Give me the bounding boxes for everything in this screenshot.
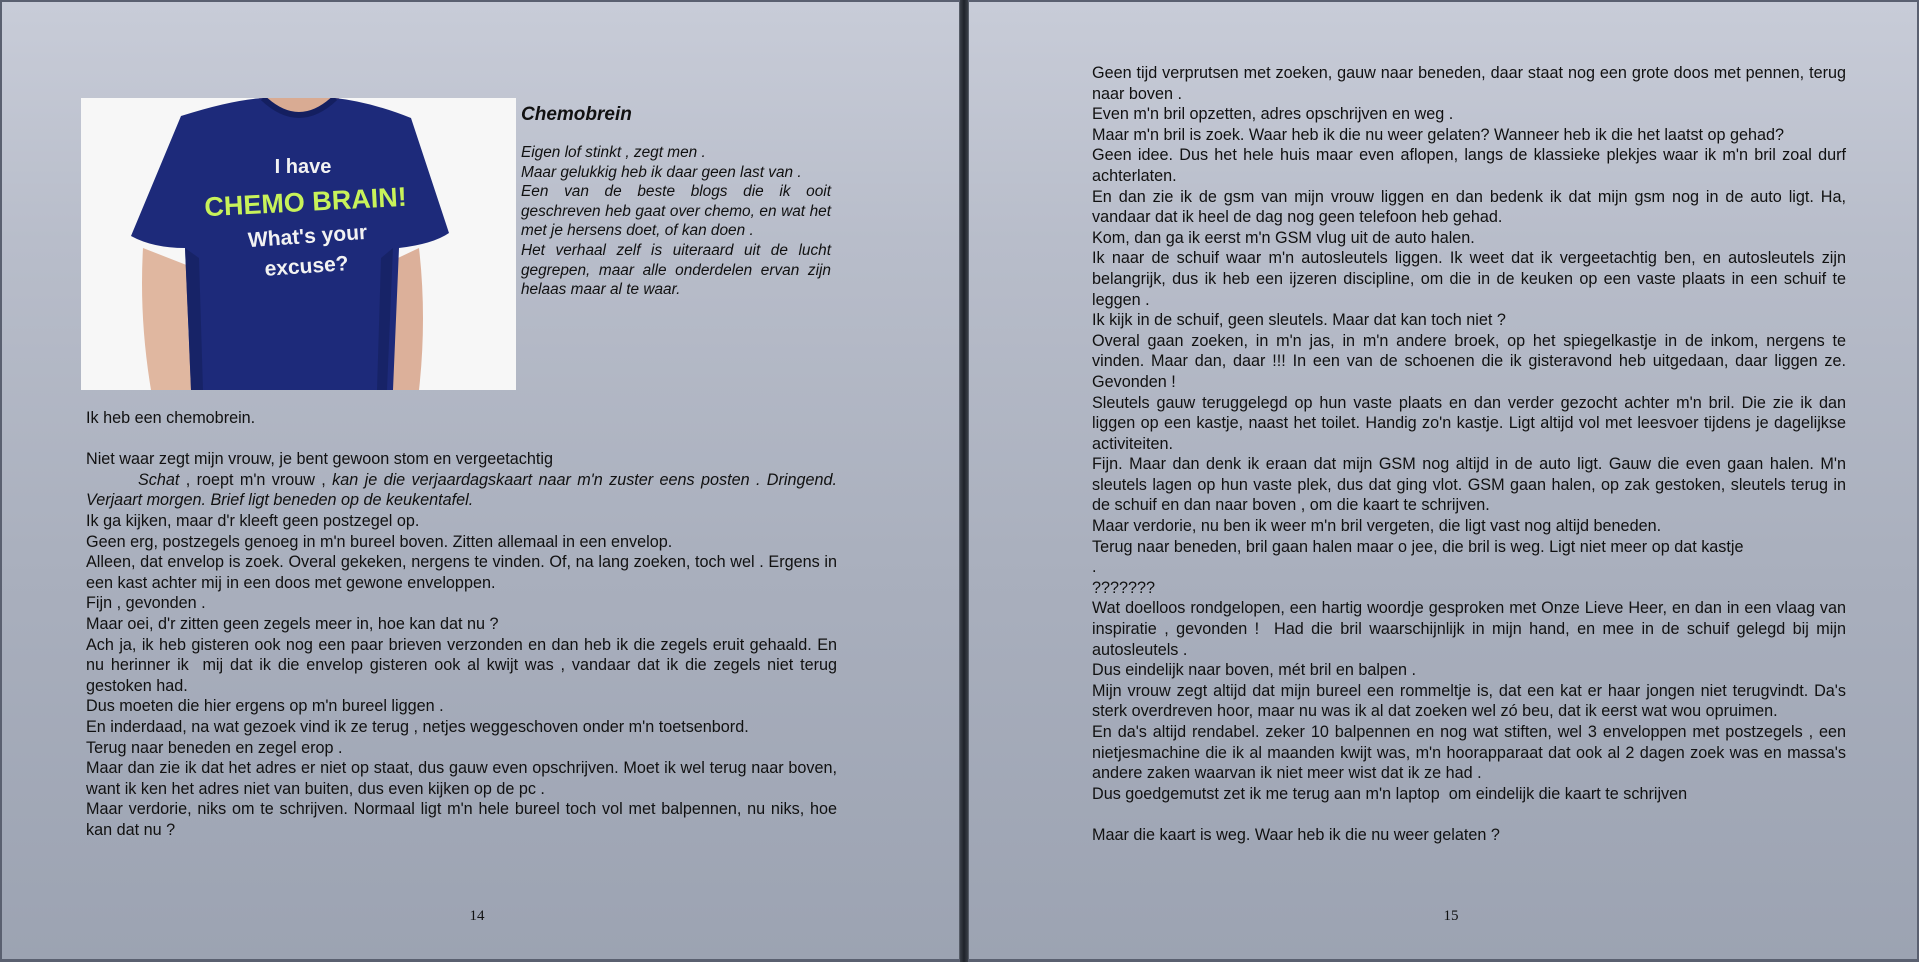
- body-paragraph: Kom, dan ga ik eerst m'n GSM vlug uit de auto halen.: [1092, 228, 1475, 247]
- body-paragraph: Wat doelloos rondgelopen, een hartig woordje gesproken met Onze Lieve Heer, en dan in een vlaag van inspiratie , gevonden ! Had die bril waarschijnlijk in mijn hand, en mee in de schuif gelegd bij mijn autosleutels .: [1092, 599, 1851, 659]
- dialogue-paragraph: [86, 470, 842, 511]
- body-paragraph: Dus moeten die hier ergens op m'n bureel liggen .: [86, 697, 444, 716]
- body-paragraph: Geen tijd verprutsen met zoeken, gauw naar beneden, daar staat nog een grote doos met pennen, terug naar boven .: [1092, 64, 1851, 103]
- intro-block: [521, 104, 831, 300]
- body-paragraph: Maar m'n bril is zoek. Waar heb ik die nu weer gelaten? Wanneer heb ik die het laatst op gehad?: [1092, 125, 1785, 144]
- tshirt-photo: [81, 98, 516, 390]
- body-paragraph: Mijn vrouw zegt altijd dat mijn bureel een rommeltje is, dat een kat er haar jongen niet terugvindt. Da's sterk overdreven hoor, maar nu was ik al dat zoeken wel zó beu, dat ik eerst wat wou opruimen.: [1092, 681, 1851, 721]
- right-page-body: [1092, 63, 1851, 846]
- body-paragraph: Maar die kaart is weg. Waar heb ik die nu weer gelaten ?: [1092, 825, 1500, 844]
- body-paragraph: Ik ga kijken, maar d'r kleeft geen postzegel op.: [86, 511, 420, 530]
- page-number: 15: [1443, 908, 1459, 924]
- shirt-line-1: I have: [274, 156, 332, 178]
- tshirt-illustration: [81, 98, 516, 390]
- body-paragraph: Geen idee. Dus het hele huis maar even aflopen, langs de klassieke plekjes waar ik m'n bril zoal durf achterlaten.: [1092, 146, 1851, 185]
- book-gutter: [960, 0, 968, 962]
- body-paragraph: Ik kijk in de schuif, geen sleutels. Maar dat kan toch niet ?: [1092, 311, 1506, 330]
- body-paragraph: Ach ja, ik heb gisteren ook nog een paar brieven verzonden en dan heb ik die zegels eruit gehaald. En nu herinner ik mij dat ik die envelop gisteren ook al kwijt was , vandaar dat ik die zegels niet terug gestoken had.: [86, 635, 842, 695]
- body-paragraph: Fijn. Maar dan denk ik eraan dat mijn GSM nog altijd in de auto ligt. Gauw die even gaan halen. M'n sleutels lagen op hun vaste plek, dus dat ging vlot. GSM gaan halen, op zak gestoken, sleutels terug in de schuif en dan naar boven , om die kaart te schrijven.: [1092, 455, 1851, 515]
- body-paragraph: Niet waar zegt mijn vrouw, je bent gewoon stom en vergeetachtig: [86, 450, 553, 469]
- shirt-line-3: What's your: [247, 220, 368, 253]
- body-paragraph: Maar verdorie, nu ben ik weer m'n bril vergeten, die ligt vast nog altijd beneden.: [1092, 517, 1662, 536]
- dialogue-address: Schat: [138, 470, 180, 489]
- body-paragraph: En dan zie ik de gsm van mijn vrouw liggen en dan bedenk ik dat mijn gsm nog in de auto ligt. Ha, vandaar dat ik heel de dag nog geen telefoon heb gehad.: [1092, 187, 1851, 227]
- body-paragraph: Fijn , gevonden .: [86, 594, 206, 613]
- intro-paragraph: Een van de beste blogs die ik ooit geschreven heb gaat over chemo, en wat het met je hersens doet, of kan doen .: [521, 183, 831, 240]
- article-title: Chemobrein: [521, 104, 632, 125]
- dialogue-quote: kan je die verjaardagskaart naar m'n zuster eens posten . Dringend. Verjaart morgen. Brief ligt beneden op de keukentafel.: [86, 470, 842, 510]
- intro-paragraph: Het verhaal zelf is uiteraard uit de lucht gegrepen, maar alle onderdelen ervan zijn helaas maar al te waar.: [521, 241, 831, 299]
- shirt-line-2: CHEMO BRAIN!: [203, 181, 408, 223]
- body-paragraph: Overal gaan zoeken, in m'n jas, in m'n andere broek, op het spiegelkastje in de inkom, nergens te vinden. Maar dan, daar !!! In een van de schoenen die ik gisteravond heb uitgedaan, daar liggen ze. Gevonden !: [1092, 331, 1851, 391]
- body-paragraph: Maar oei, d'r zitten geen zegels meer in, hoe kan dat nu ?: [86, 614, 499, 633]
- body-paragraph: En da's altijd rendabel. zeker 10 balpennen en nog wat stiften, wel 3 enveloppen met postzegels , een nietjesmachine die ik al maanden kwijt was, m'n hoorapparaat dat ook al 2 dagen zoek was en massa's andere zaken waarvan ik niet meer wist dat ik ze had .: [1092, 723, 1851, 783]
- body-paragraph: Dus goedgemutst zet ik me terug aan m'n laptop om eindelijk die kaart te schrijven: [1092, 784, 1688, 803]
- body-paragraph: Ik heb een chemobrein.: [86, 409, 256, 427]
- body-paragraph: Dus eindelijk naar boven, mét bril en balpen .: [1092, 661, 1416, 680]
- right-page: [968, 2, 1917, 959]
- left-page-body: [86, 408, 842, 840]
- body-paragraph: Alleen, dat envelop is zoek. Overal gekeken, nergens te vinden. Of, na lang zoeken, toch wel . Ergens in een kast achter mij in een doos met gewone enveloppen.: [86, 553, 842, 592]
- body-paragraph: Geen erg, postzegels genoeg in m'n bureel boven. Zitten allemaal in een envelop.: [86, 532, 673, 551]
- paragraph-spacer: [1092, 804, 1846, 825]
- body-paragraph: En inderdaad, na wat gezoek vind ik ze terug , netjes weggeschoven onder m'n toetsenbord.: [86, 717, 749, 736]
- intro-paragraph: Eigen lof stinkt , zegt men .: [521, 144, 706, 161]
- body-paragraph: Maar verdorie, niks om te schrijven. Normaal ligt m'n hele bureel toch vol met balpennen, nu niks, hoe kan dat nu ?: [86, 800, 842, 839]
- body-paragraph: Sleutels gauw teruggelegd op hun vaste plaats en dan verder gezocht achter m'n bril. Die zie ik dan liggen op een kastje, naast het toilet. Handig zo'n kastje. Ligt altijd vol met leesvoer tijdens je dagelijkse activiteiten.: [1092, 393, 1851, 453]
- body-paragraph: ???????: [1092, 578, 1156, 597]
- body-paragraph: Maar dan zie ik dat het adres er niet op staat, dus gauw even opschrijven. Moet ik wel terug naar boven, want ik ken het adres niet van buiten, dus even kijken op de pc .: [86, 759, 842, 798]
- intro-paragraph: Maar gelukkig heb ik daar geen last van .: [521, 163, 802, 181]
- paragraph-spacer: [86, 429, 837, 450]
- body-paragraph: Ik naar de schuif waar m'n autosleutels liggen. Ik weet dat ik vergeetachtig ben, en autosleutels zijn belangrijk, dus ik heb een ijzeren discipline, om die in de keuken op een vaste plaats in een schuif te leggen .: [1092, 249, 1851, 309]
- left-page: [2, 2, 960, 959]
- shirt-line-4: excuse?: [263, 252, 350, 281]
- page-number: 14: [469, 908, 485, 924]
- body-paragraph: .: [1092, 558, 1097, 577]
- dialogue-tag: , roept m'n vrouw ,: [179, 470, 333, 489]
- body-paragraph: Terug naar beneden en zegel erop .: [86, 738, 343, 757]
- body-paragraph: Even m'n bril opzetten, adres opschrijven en weg .: [1092, 105, 1454, 124]
- body-paragraph: Terug naar beneden, bril gaan halen maar o jee, die bril is weg. Ligt niet meer op dat kastje: [1092, 537, 1744, 556]
